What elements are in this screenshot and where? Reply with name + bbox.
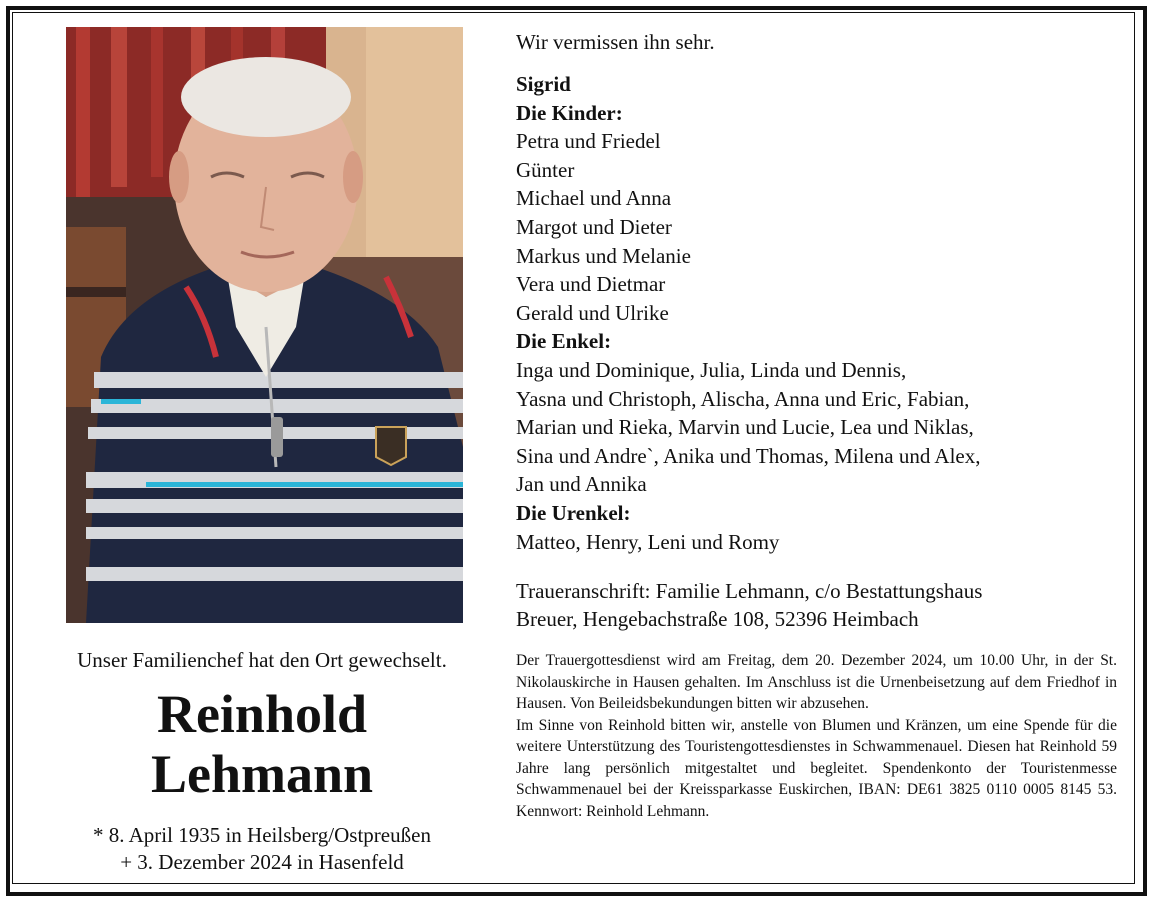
deceased-name [22, 684, 502, 804]
birth-line: * 8. April 1935 in Heilsberg/Ostpreußen [93, 823, 431, 847]
family-line: Markus und Melanie [516, 243, 691, 268]
family-line: Petra und Friedel [516, 129, 661, 154]
family-line: Marian und Rieka, Marvin und Lucie, Lea und Niklas, [516, 415, 974, 440]
donation-paragraph: Im Sinne von Reinhold bitten wir, anstelle von Blumen und Kränzen, um eine Spende für die weitere Unterstützung des Touristengottesdienstes in Schwammenauel. Diesen hat Reinhold 59 Jahre lang persönlich mitgestaltet und begleitet. Spendenkonto der Touristenmesse Schwammenauel bei der Kreissparkasse Euskirchen, IBAN: DE61 3825 0110 0005 8145 53. Kennwort: Reinhold Lehmann. [516, 716, 1117, 820]
family-line: Yasna und Christoph, Alischa, Anna und Eric, Fabian, [516, 386, 970, 411]
family-line: Sina und Andre`, Anika und Thomas, Milena und Alex, [516, 443, 981, 468]
portrait-photo [66, 27, 463, 623]
life-dates [22, 822, 502, 876]
family-line: Vera und Dietmar [516, 272, 666, 297]
mourning-address [516, 577, 1076, 633]
tagline: Unser Familienchef hat den Ort gewechselt. [77, 648, 447, 672]
family-list [516, 70, 1126, 556]
family-line: Die Enkel: [516, 329, 612, 354]
address-line-1: Traueranschrift: Familie Lehmann, c/o Bestattungshaus [516, 579, 983, 603]
family-line: Matteo, Henry, Leni und Romy [516, 529, 780, 554]
death-line: + 3. Dezember 2024 in Hasenfeld [120, 850, 404, 874]
service-info [516, 650, 1117, 822]
intro-line: Wir vermissen ihn sehr. [516, 30, 715, 54]
family-line: Margot und Dieter [516, 214, 672, 239]
family-line: Die Kinder: [516, 100, 623, 125]
service-paragraph: Der Trauergottesdienst wird am Freitag, dem 20. Dezember 2024, um 10.00 Uhr, in der St. Nikolauskirche in Hausen gehalten. Im Anschluss ist die Urnenbeisetzung auf dem Friedhof in Hausen. Von Beileidsbekundungen bitten wir abzusehen. [516, 652, 1117, 712]
family-line: Sigrid [516, 72, 571, 96]
deceased-first-name: Reinhold [156, 684, 368, 744]
deceased-last-name: Lehmann [150, 744, 374, 804]
family-line: Michael und Anna [516, 186, 672, 211]
family-line: Inga und Dominique, Julia, Linda und Dennis, [516, 357, 907, 382]
family-line: Die Urenkel: [516, 500, 631, 525]
family-line: Jan und Annika [516, 472, 647, 497]
address-line-2: Breuer, Hengebachstraße 108, 52396 Heimbach [516, 607, 919, 631]
family-line: Gerald und Ulrike [516, 300, 669, 325]
family-line: Günter [516, 157, 575, 182]
